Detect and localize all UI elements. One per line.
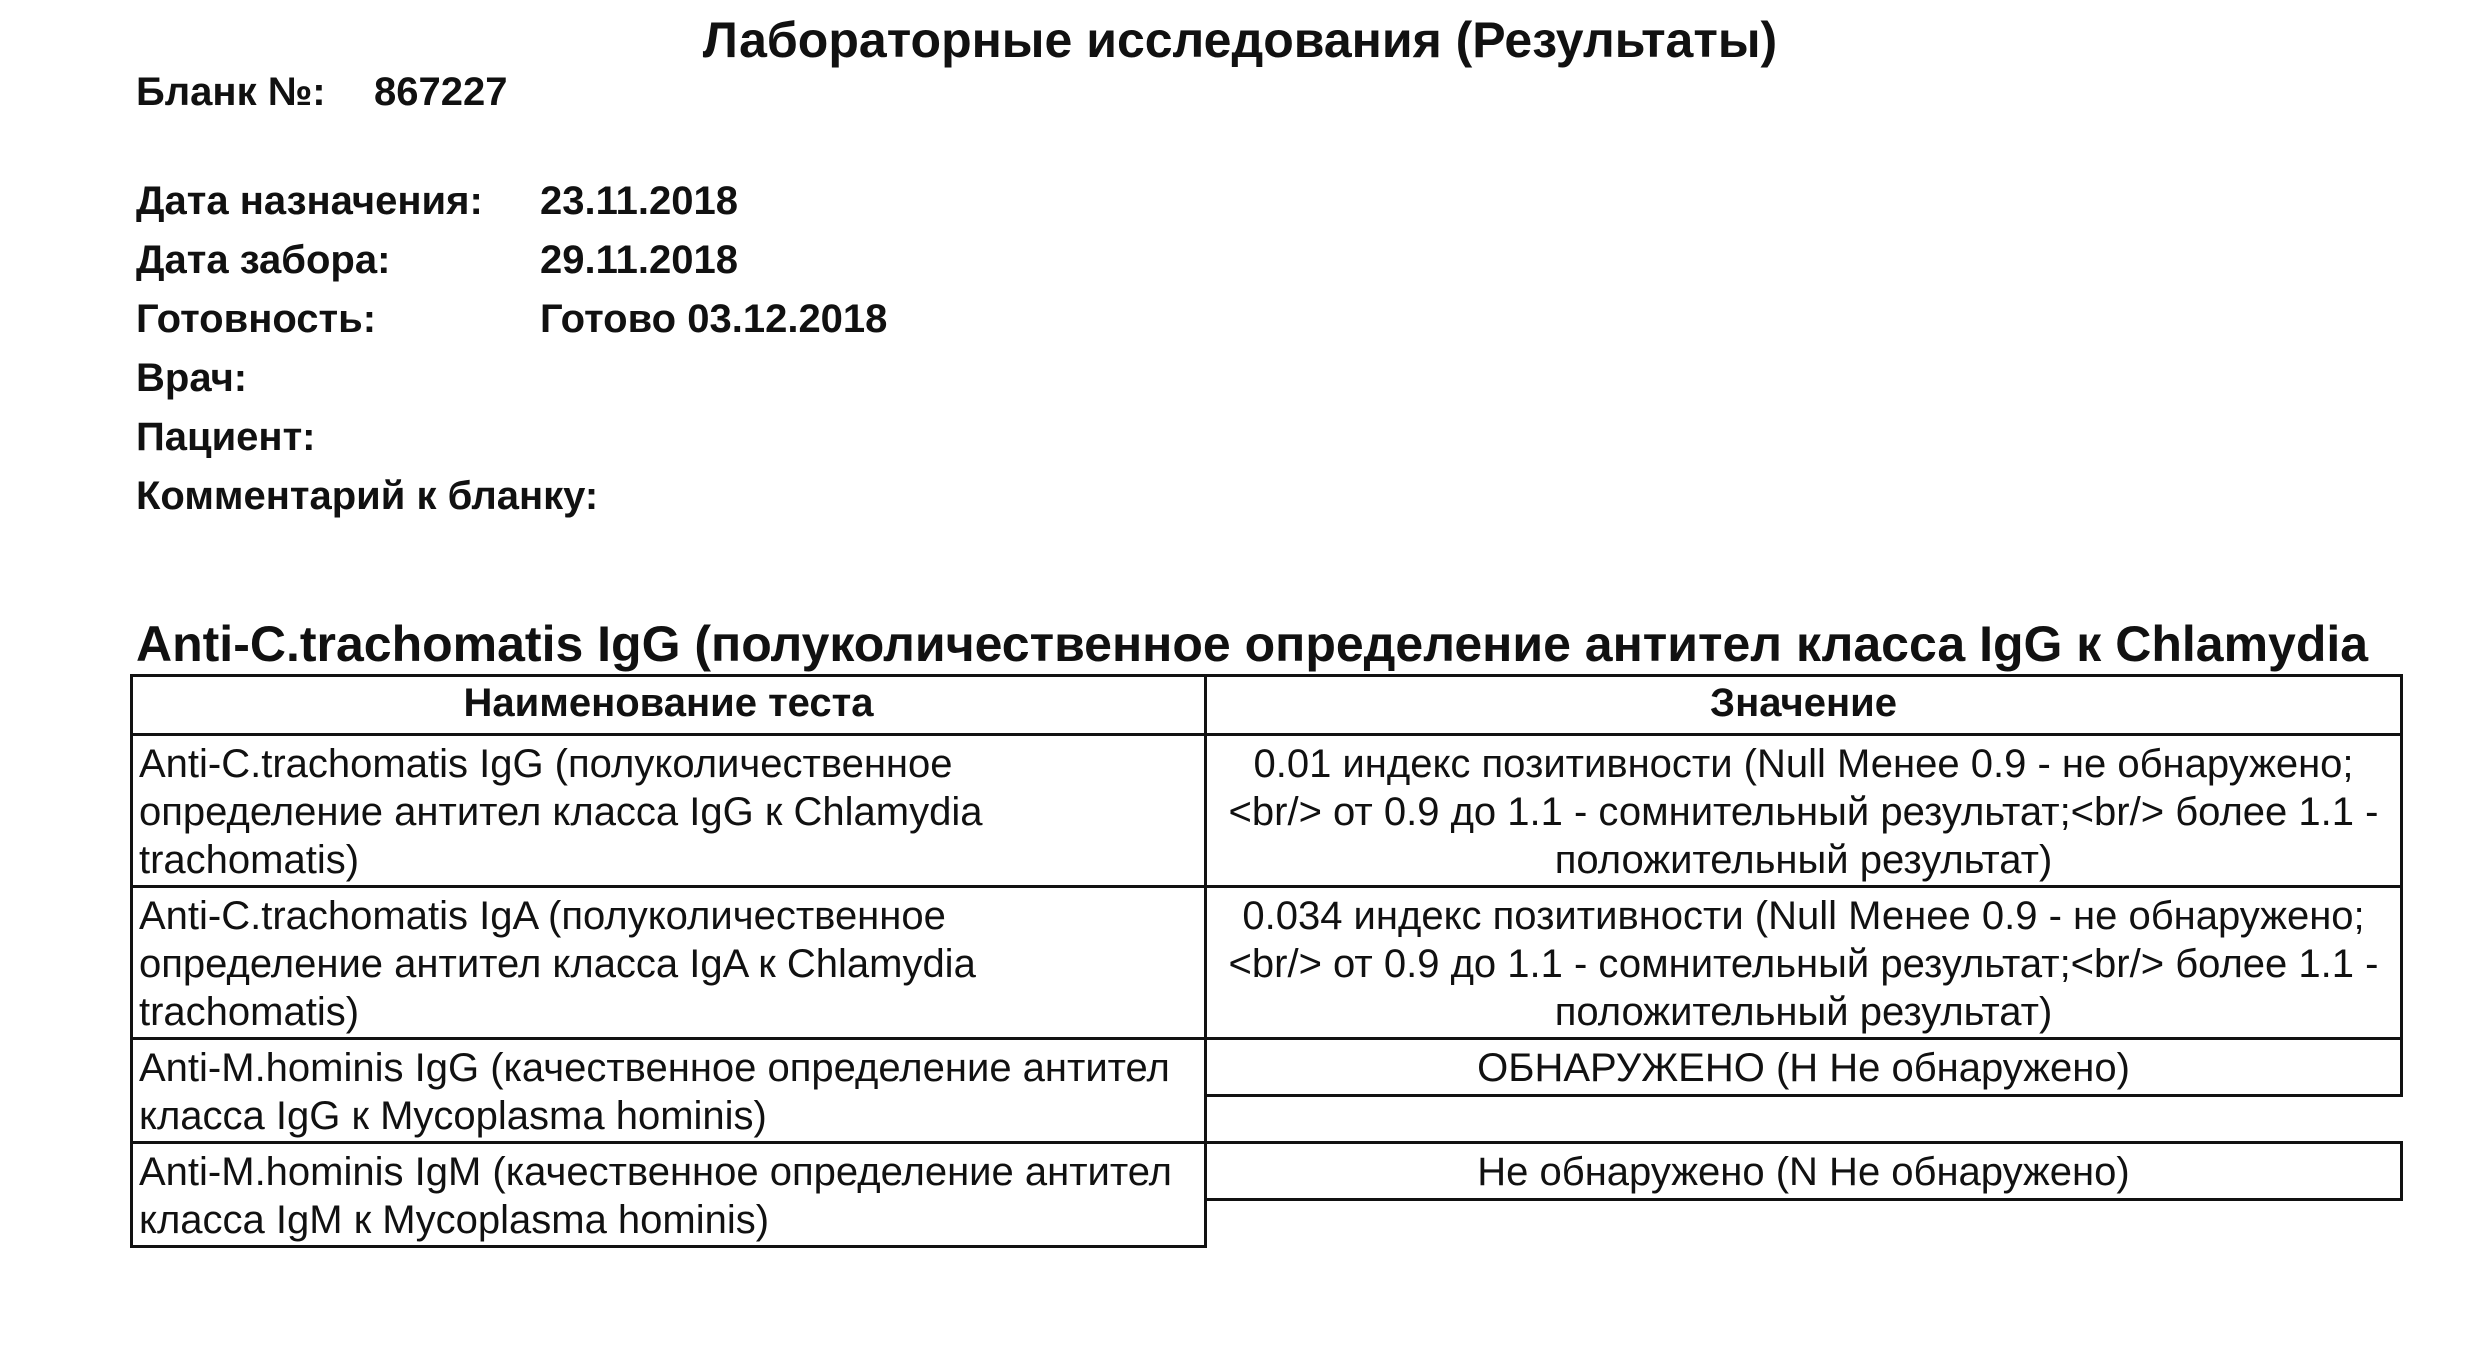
field-label: Готовность:: [136, 297, 377, 341]
field-label: Дата назначения:: [136, 179, 483, 223]
field-appointment-date: [136, 172, 887, 231]
field-readiness: [136, 290, 887, 349]
document-title: Лабораторные исследования (Результаты): [702, 12, 1778, 68]
table-header-value: Значение: [1204, 674, 2403, 736]
table-row-name: Anti-C.trachomatis IgA (полуколичественное определение антител класса IgA к Chlamydia trachomatis): [130, 885, 1207, 1040]
table-row-value: 0.034 индекс позитивности (Null Менее 0.9 - не обнаружено;<br/> от 0.9 до 1.1 - сомнительный результат;<br/> более 1.1 - положительный результат): [1204, 885, 2403, 1040]
field-collection-date: [136, 231, 887, 290]
table-row-value: Не обнаружено (N Не обнаружено): [1204, 1141, 2403, 1201]
table-row-value: ОБНАРУЖЕНО (Н Не обнаружено): [1204, 1037, 2403, 1097]
field-patient: [136, 408, 887, 467]
field-value: 23.11.2018: [540, 179, 738, 223]
table-row-value: 0.01 индекс позитивности (Null Менее 0.9 - не обнаружено;<br/> от 0.9 до 1.1 - сомнительный результат;<br/> более 1.1 - положительный результат): [1204, 733, 2403, 888]
field-value: Готово 03.12.2018: [540, 297, 888, 341]
table-header-name: Наименование теста: [130, 674, 1207, 736]
table-row-name: Anti-M.hominis IgG (качественное определение антител класса IgG к Mycoplasma hominis): [130, 1037, 1207, 1144]
table-row-name: Anti-M.hominis IgM (качественное определение антител класса IgM к Mycoplasma hominis): [130, 1141, 1207, 1248]
document-meta-fields: [136, 172, 887, 526]
table-row-name: Anti-C.trachomatis IgG (полуколичественное определение антител класса IgG к Chlamydia trachomatis): [130, 733, 1207, 888]
blank-number-row: [136, 64, 507, 120]
blank-number-value: 867227: [374, 70, 508, 114]
field-label: Врач:: [136, 356, 248, 400]
section-title: Anti-C.trachomatis IgG (полуколичественное определение антител класса IgG к Chlamydia: [136, 616, 2369, 672]
field-value: 29.11.2018: [540, 238, 738, 282]
field-doctor: [136, 349, 887, 408]
field-label: Комментарий к бланку:: [136, 474, 599, 518]
field-label: Пациент:: [136, 415, 316, 459]
field-comment: [136, 467, 887, 526]
field-label: Дата забора:: [136, 238, 391, 282]
blank-number-label: Бланк №:: [136, 70, 326, 114]
